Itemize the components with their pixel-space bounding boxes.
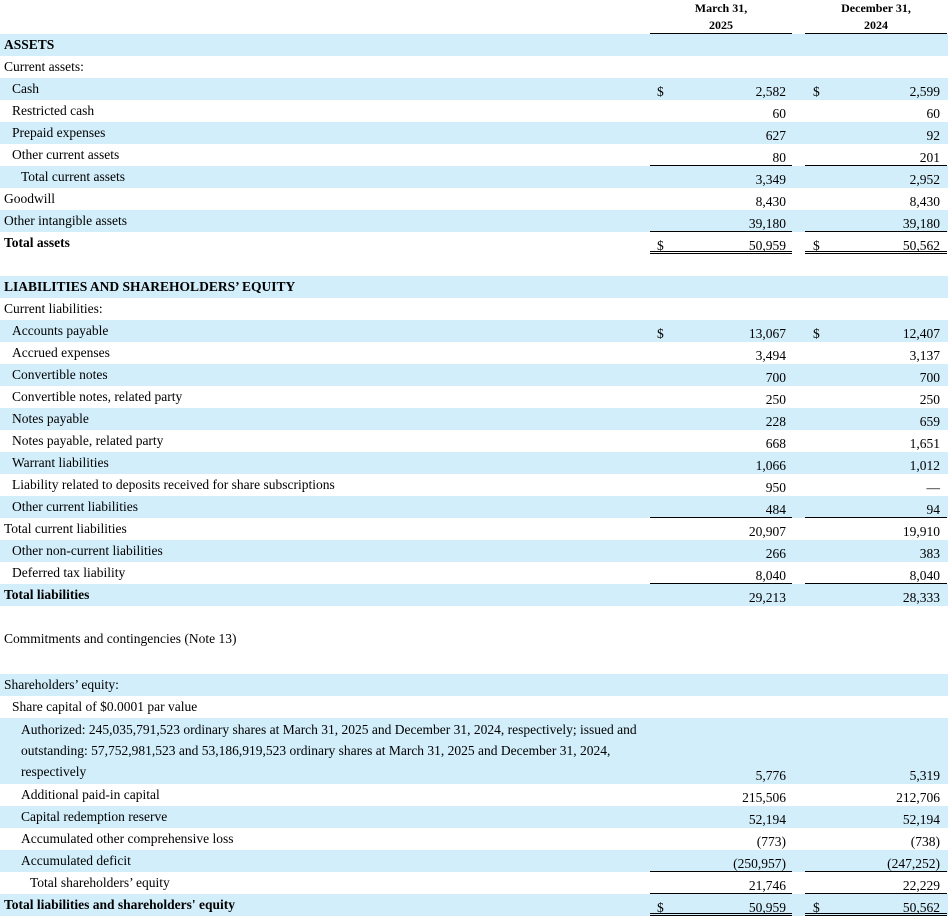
row-label: Total assets bbox=[4, 235, 70, 250]
row-label: Other intangible assets bbox=[4, 213, 127, 228]
currency-symbol-col1: $ bbox=[657, 84, 664, 99]
row-label: Total liabilities bbox=[4, 587, 90, 602]
column-header-line-2: 2024 bbox=[864, 18, 888, 32]
row-label: Prepaid expenses bbox=[12, 125, 106, 140]
value-march-2025: 50,959 bbox=[748, 900, 786, 915]
table-row bbox=[0, 166, 948, 188]
row-label: Other current assets bbox=[12, 147, 120, 162]
value-december-2024: 5,319 bbox=[909, 768, 940, 783]
value-december-2024: 2,952 bbox=[909, 172, 940, 187]
table-row bbox=[0, 718, 948, 784]
row-label: ASSETS bbox=[4, 37, 55, 52]
row-label: Total current liabilities bbox=[4, 521, 127, 536]
value-march-2025: 228 bbox=[765, 414, 786, 429]
table-row bbox=[0, 408, 948, 430]
table-row bbox=[0, 784, 948, 806]
value-december-2024: 1,012 bbox=[909, 458, 940, 473]
column-header-march-2025 bbox=[650, 0, 792, 34]
value-december-2024: 19,910 bbox=[902, 524, 940, 539]
row-label: LIABILITIES AND SHAREHOLDERS’ EQUITY bbox=[4, 279, 296, 294]
double-underline bbox=[805, 913, 947, 916]
value-december-2024: 50,562 bbox=[902, 238, 940, 253]
value-march-2025: 3,349 bbox=[755, 172, 786, 187]
column-header-december-2024 bbox=[805, 0, 947, 34]
value-march-2025: 2,582 bbox=[755, 84, 786, 99]
table-row bbox=[0, 342, 948, 364]
value-march-2025: 1,066 bbox=[755, 458, 786, 473]
table-row bbox=[0, 144, 948, 166]
value-december-2024: 8,040 bbox=[909, 568, 940, 583]
table-row bbox=[0, 584, 948, 606]
value-march-2025: 3,494 bbox=[755, 348, 786, 363]
value-december-2024: (247,252) bbox=[887, 856, 940, 871]
value-december-2024: 50,562 bbox=[902, 900, 940, 915]
row-label: Capital redemption reserve bbox=[21, 809, 168, 824]
row-label: Convertible notes, related party bbox=[12, 389, 183, 404]
double-underline bbox=[650, 913, 792, 916]
table-row bbox=[0, 320, 948, 342]
column-header-line-2: 2025 bbox=[709, 18, 733, 32]
value-december-2024: 28,333 bbox=[902, 590, 940, 605]
value-december-2024: 94 bbox=[926, 502, 940, 517]
table-row bbox=[0, 298, 948, 320]
currency-symbol-col1: $ bbox=[657, 238, 664, 253]
value-march-2025: 266 bbox=[765, 546, 786, 561]
row-label: Goodwill bbox=[4, 191, 56, 206]
value-december-2024: 8,430 bbox=[909, 194, 940, 209]
value-december-2024: (738) bbox=[910, 834, 940, 849]
row-label: Additional paid-in capital bbox=[21, 787, 160, 802]
row-label: Total shareholders’ equity bbox=[30, 875, 170, 890]
table-row bbox=[0, 188, 948, 210]
row-label: Accounts payable bbox=[12, 323, 109, 338]
table-row bbox=[0, 628, 948, 650]
table-row bbox=[0, 496, 948, 518]
value-march-2025: 484 bbox=[765, 502, 786, 517]
value-december-2024: 52,194 bbox=[902, 812, 940, 827]
currency-symbol-col2: $ bbox=[813, 900, 820, 915]
table-row bbox=[0, 674, 948, 696]
table-row bbox=[0, 364, 948, 386]
table-row bbox=[0, 540, 948, 562]
value-march-2025: 13,067 bbox=[748, 326, 786, 341]
value-december-2024: 92 bbox=[926, 128, 940, 143]
value-december-2024: 60 bbox=[926, 106, 940, 121]
row-label: Cash bbox=[12, 81, 39, 96]
currency-symbol-col2: $ bbox=[813, 326, 820, 341]
value-march-2025: 60 bbox=[772, 106, 786, 121]
table-row bbox=[0, 606, 948, 628]
table-row bbox=[0, 100, 948, 122]
row-label: Commitments and contingencies (Note 13) bbox=[4, 631, 237, 646]
currency-symbol-col2: $ bbox=[813, 84, 820, 99]
row-label: Authorized: 245,035,791,523 ordinary shares at March 31, 2025 and December 31, 2024, respectively; issued and outstanding: 57,752,981,523 and 53,186,919,523 ordinary shares at March 31, 2025 and December 31, 2024, respectively bbox=[21, 722, 637, 779]
value-march-2025: 8,040 bbox=[755, 568, 786, 583]
table-row bbox=[0, 452, 948, 474]
value-december-2024: 201 bbox=[919, 150, 940, 165]
table-row bbox=[0, 562, 948, 584]
row-label: Restricted cash bbox=[12, 103, 95, 118]
value-december-2024: 2,599 bbox=[909, 84, 940, 99]
table-row bbox=[0, 78, 948, 100]
row-label: Accumulated other comprehensive loss bbox=[21, 831, 234, 846]
row-label: Shareholders’ equity: bbox=[4, 677, 119, 692]
table-row bbox=[0, 696, 948, 718]
value-december-2024: 22,229 bbox=[902, 878, 940, 893]
table-row bbox=[0, 474, 948, 496]
value-december-2024: 12,407 bbox=[902, 326, 940, 341]
value-december-2024: 1,651 bbox=[909, 436, 940, 451]
value-march-2025: 8,430 bbox=[755, 194, 786, 209]
table-row bbox=[0, 430, 948, 452]
value-march-2025: (773) bbox=[756, 834, 786, 849]
table-row bbox=[0, 210, 948, 232]
value-march-2025: 80 bbox=[772, 150, 786, 165]
row-label: Accumulated deficit bbox=[21, 853, 131, 868]
row-label: Current assets: bbox=[4, 59, 84, 74]
value-december-2024: 212,706 bbox=[896, 790, 940, 805]
table-row bbox=[0, 850, 948, 872]
row-label: Liability related to deposits received for share subscriptions bbox=[12, 477, 335, 492]
table-row bbox=[0, 254, 948, 276]
table-row bbox=[0, 828, 948, 850]
table-row bbox=[0, 872, 948, 894]
row-label: Convertible notes bbox=[12, 367, 108, 382]
value-december-2024: 659 bbox=[919, 414, 940, 429]
table-row bbox=[0, 806, 948, 828]
row-label: Notes payable bbox=[12, 411, 89, 426]
table-row bbox=[0, 650, 948, 672]
row-label: Total current assets bbox=[21, 169, 126, 184]
value-march-2025: 950 bbox=[765, 480, 786, 495]
row-label: Warrant liabilities bbox=[12, 455, 109, 470]
table-row bbox=[0, 122, 948, 144]
currency-symbol-col1: $ bbox=[657, 326, 664, 341]
value-march-2025: 39,180 bbox=[748, 216, 786, 231]
value-march-2025: 52,194 bbox=[748, 812, 786, 827]
value-december-2024: 3,137 bbox=[909, 348, 940, 363]
value-march-2025: 627 bbox=[765, 128, 786, 143]
value-december-2024: 383 bbox=[919, 546, 940, 561]
row-label: Other non-current liabilities bbox=[12, 543, 163, 558]
value-march-2025: 20,907 bbox=[748, 524, 786, 539]
value-march-2025: (250,957) bbox=[733, 856, 786, 871]
row-label: Total liabilities and shareholders' equity bbox=[4, 897, 236, 912]
row-label: Notes payable, related party bbox=[12, 433, 164, 448]
value-december-2024: 39,180 bbox=[902, 216, 940, 231]
value-march-2025: 700 bbox=[765, 370, 786, 385]
value-march-2025: 21,746 bbox=[748, 878, 786, 893]
currency-symbol-col2: $ bbox=[813, 238, 820, 253]
row-label: Current liabilities: bbox=[4, 301, 103, 316]
row-label: Other current liabilities bbox=[12, 499, 138, 514]
value-march-2025: 668 bbox=[765, 436, 786, 451]
value-march-2025: 250 bbox=[765, 392, 786, 407]
value-december-2024: 250 bbox=[919, 392, 940, 407]
row-label: Accrued expenses bbox=[12, 345, 110, 360]
value-december-2024: — bbox=[926, 480, 940, 495]
row-label: Share capital of $0.0001 par value bbox=[12, 699, 198, 714]
row-label: Deferred tax liability bbox=[12, 565, 126, 580]
value-march-2025: 215,506 bbox=[742, 790, 786, 805]
value-march-2025: 5,776 bbox=[755, 768, 786, 783]
column-header-line-1: December 31, bbox=[841, 1, 911, 15]
table-row bbox=[0, 34, 948, 56]
column-header-line-1: March 31, bbox=[694, 1, 748, 15]
currency-symbol-col1: $ bbox=[657, 900, 664, 915]
value-march-2025: 29,213 bbox=[748, 590, 786, 605]
table-row bbox=[0, 386, 948, 408]
table-row bbox=[0, 56, 948, 78]
value-december-2024: 700 bbox=[919, 370, 940, 385]
table-row bbox=[0, 518, 948, 540]
table-row bbox=[0, 276, 948, 298]
value-march-2025: 50,959 bbox=[748, 238, 786, 253]
